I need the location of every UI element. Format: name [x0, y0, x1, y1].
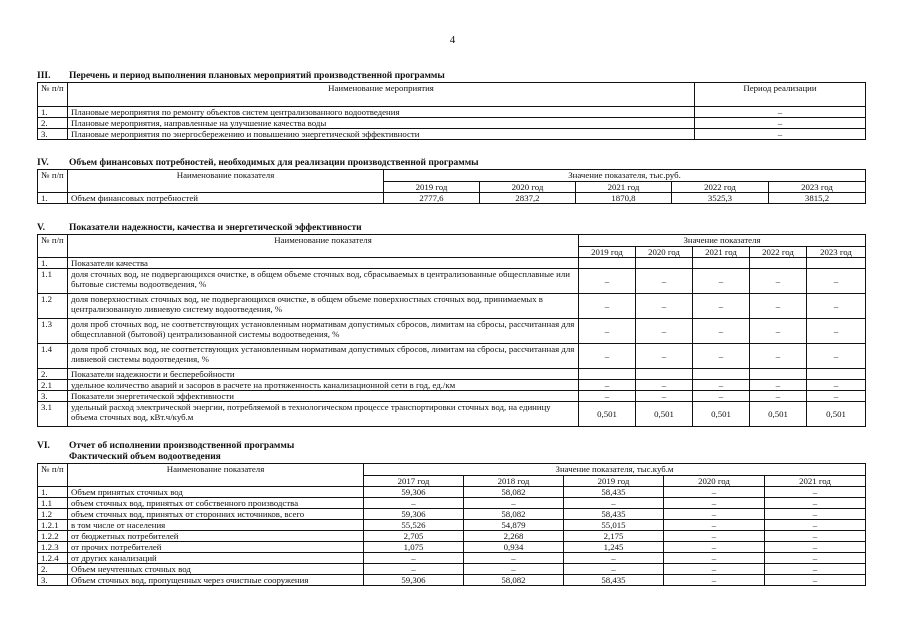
row-name: удельный расход электрической энергии, потребляемой в технологическом процессе транспортировки сточных вод, на единицу объема сточных вод, кВт.ч/куб.м [68, 402, 579, 427]
row-name: объем сточных вод, принятых от собственного производства [68, 498, 364, 509]
row-value: – [636, 294, 693, 319]
row-value: – [765, 509, 866, 520]
section-vi-roman: VI. [37, 441, 50, 451]
row-value: – [807, 380, 866, 391]
table-row [38, 564, 866, 575]
row-name: объем сточных вод, принятых от сторонних источников, всего [68, 509, 364, 520]
section-iv-roman: IV. [37, 158, 49, 168]
row-number: 1.1 [38, 269, 68, 294]
section-vi [37, 440, 865, 586]
row-value: – [765, 564, 866, 575]
row-value [579, 258, 636, 269]
col-header-name: Наименование показателя [68, 235, 579, 258]
table-row [38, 294, 866, 319]
col-header-no: № п/п [38, 464, 68, 487]
table-row [38, 487, 866, 498]
section-v-heading [37, 222, 865, 234]
row-name: Объем принятых сточных вод [68, 487, 364, 498]
row-value [636, 258, 693, 269]
row-value: – [693, 269, 750, 294]
row-value: 59,306 [364, 509, 464, 520]
row-number: 1. [38, 258, 68, 269]
row-value: 0,501 [750, 402, 807, 427]
row-value: – [750, 391, 807, 402]
col-header-year: 2022 год [750, 247, 807, 258]
row-period: – [695, 118, 866, 129]
row-value: 3815,2 [769, 193, 866, 204]
row-value [750, 369, 807, 380]
table-row [38, 553, 866, 564]
row-value [693, 258, 750, 269]
table-row [38, 319, 866, 344]
col-header-year: 2020 год [480, 182, 576, 193]
row-number: 1.3 [38, 319, 68, 344]
row-number: 3. [38, 391, 68, 402]
row-value: – [579, 344, 636, 369]
row-value: – [664, 553, 765, 564]
col-header-year: 2021 год [765, 476, 866, 487]
col-header-year: 2019 год [564, 476, 664, 487]
table-row [38, 369, 866, 380]
row-value [693, 369, 750, 380]
row-value: – [807, 391, 866, 402]
row-name: Плановые мероприятия по энергосбережению и повышению энергетической эффективности [68, 129, 695, 140]
col-header-year: 2022 год [672, 182, 769, 193]
row-value: 3525,3 [672, 193, 769, 204]
row-number: 3. [38, 129, 68, 140]
row-number: 1.2.1 [38, 520, 68, 531]
row-value: 58,435 [564, 575, 664, 586]
col-header-value: Значение показателя, тыс.куб.м [364, 464, 866, 476]
section-iii [37, 70, 865, 140]
row-value: – [364, 553, 464, 564]
col-header-no: № п/п [38, 83, 68, 107]
row-value: – [464, 553, 564, 564]
row-value [807, 258, 866, 269]
row-value: – [636, 391, 693, 402]
row-number: 1.2.2 [38, 531, 68, 542]
row-period: – [695, 129, 866, 140]
col-header-year: 2021 год [693, 247, 750, 258]
row-value: – [636, 344, 693, 369]
row-value: – [464, 498, 564, 509]
row-value: – [364, 498, 464, 509]
row-value: – [579, 319, 636, 344]
row-value: – [807, 294, 866, 319]
row-value: – [765, 531, 866, 542]
table-row [38, 498, 866, 509]
table-row [38, 380, 866, 391]
row-name: Показатели надежности и бесперебойности [68, 369, 579, 380]
row-value: – [750, 344, 807, 369]
row-number: 1.2.3 [38, 542, 68, 553]
row-number: 1. [38, 107, 68, 118]
row-value: – [579, 391, 636, 402]
section-iii-table [37, 82, 866, 140]
col-header-year: 2021 год [576, 182, 672, 193]
section-vi-title: Отчет об исполнении производственной программы [69, 441, 295, 451]
row-value: 0,501 [579, 402, 636, 427]
row-value: – [636, 319, 693, 344]
row-value: 2837,2 [480, 193, 576, 204]
section-iv-table [37, 169, 866, 204]
row-value [750, 258, 807, 269]
section-iii-title: Перечень и период выполнения плановых мероприятий производственной программы [69, 71, 445, 81]
col-header-year: 2020 год [636, 247, 693, 258]
row-value: 0,501 [807, 402, 866, 427]
row-value: – [364, 564, 464, 575]
row-value [636, 369, 693, 380]
row-value: 58,435 [564, 487, 664, 498]
row-value: – [564, 498, 664, 509]
row-value: – [693, 380, 750, 391]
row-value: 2,268 [464, 531, 564, 542]
row-value: – [693, 391, 750, 402]
row-name: Плановые мероприятия, направленные на улучшение качества воды [68, 118, 695, 129]
table-row [38, 129, 866, 140]
row-name: Показатели качества [68, 258, 579, 269]
row-value: 58,082 [464, 575, 564, 586]
table-row [38, 193, 866, 204]
col-header-year: 2023 год [769, 182, 866, 193]
table-row [38, 269, 866, 294]
row-number: 1.1 [38, 498, 68, 509]
row-value: – [765, 575, 866, 586]
table-row [38, 391, 866, 402]
section-iii-heading [37, 70, 865, 82]
row-value: 59,306 [364, 575, 464, 586]
table-row [38, 509, 866, 520]
row-number: 2.1 [38, 380, 68, 391]
table-row [38, 402, 866, 427]
row-value [579, 369, 636, 380]
row-value: – [765, 520, 866, 531]
row-value: – [579, 294, 636, 319]
col-header-name: Наименование показателя [68, 464, 364, 487]
row-value: – [564, 564, 664, 575]
row-name: Объем финансовых потребностей [68, 193, 384, 204]
col-header-year: 2020 год [664, 476, 765, 487]
col-header-period: Период реализации [695, 83, 866, 107]
row-value: – [807, 319, 866, 344]
row-value: – [750, 294, 807, 319]
row-value: 2,705 [364, 531, 464, 542]
row-name: от других канализаций [68, 553, 364, 564]
row-value: – [693, 294, 750, 319]
table-row [38, 344, 866, 369]
row-value: 2777,6 [384, 193, 480, 204]
row-value: – [765, 542, 866, 553]
row-name: Объем неучтенных сточных вод [68, 564, 364, 575]
row-value: – [765, 487, 866, 498]
row-value: – [750, 269, 807, 294]
row-value: 58,435 [564, 509, 664, 520]
row-name: от бюджетных потребителей [68, 531, 364, 542]
row-value: – [636, 269, 693, 294]
col-header-year: 2019 год [384, 182, 480, 193]
row-number: 3.1 [38, 402, 68, 427]
row-value: 0,501 [636, 402, 693, 427]
row-value: 0,501 [693, 402, 750, 427]
section-v-title: Показатели надежности, качества и энергетической эффективности [69, 223, 362, 233]
row-period: – [695, 107, 866, 118]
table-row [38, 107, 866, 118]
section-iii-roman: III. [37, 71, 51, 81]
row-number: 1. [38, 193, 68, 204]
row-value: – [765, 498, 866, 509]
table-row [38, 531, 866, 542]
row-number: 2. [38, 118, 68, 129]
row-value: 1,245 [564, 542, 664, 553]
row-value: 1870,8 [576, 193, 672, 204]
row-value: 58,082 [464, 487, 564, 498]
row-value: – [636, 380, 693, 391]
section-v-roman: V. [37, 223, 46, 233]
row-value: – [664, 542, 765, 553]
row-name: от прочих потребителей [68, 542, 364, 553]
row-value: – [664, 498, 765, 509]
table-row [38, 520, 866, 531]
row-name: доля сточных вод, не подвергающихся очистке, в общем объеме сточных вод, сбрасываемых в централизованные общесплавные или бытовые системы водоотведения, % [68, 269, 579, 294]
row-number: 1.2 [38, 294, 68, 319]
col-header-year: 2018 год [464, 476, 564, 487]
row-name: доля поверхностных сточных вод, не подвергающихся очистке, в общем объеме поверхностных сточных вод, принимаемых в централизованную ливневую систему водоотведения, % [68, 294, 579, 319]
row-name: доля проб сточных вод, не соответствующих установленным нормативам допустимых сбросов, лимитам на сбросы, рассчитанная для ливневой системы водоотведения, % [68, 344, 579, 369]
row-name: Объем сточных вод, пропущенных через очистные сооружения [68, 575, 364, 586]
row-value: – [579, 380, 636, 391]
col-header-name: Наименование мероприятия [68, 83, 695, 107]
row-number: 3. [38, 575, 68, 586]
row-name: в том числе от населения [68, 520, 364, 531]
section-iv-title: Объем финансовых потребностей, необходимых для реализации производственной программы [69, 158, 479, 168]
row-name: удельное количество аварий и засоров в расчете на протяженность канализационной сети в год, ед./км [68, 380, 579, 391]
row-value: – [664, 487, 765, 498]
row-value [807, 369, 866, 380]
row-value: – [693, 319, 750, 344]
table-row [38, 542, 866, 553]
col-header-no: № п/п [38, 170, 68, 193]
page-number: 4 [449, 34, 456, 46]
row-value: – [664, 509, 765, 520]
section-vi-heading [37, 440, 865, 452]
row-value: – [664, 564, 765, 575]
row-number: 1. [38, 487, 68, 498]
section-vi-table [37, 463, 866, 586]
row-value: – [750, 380, 807, 391]
row-value: – [807, 344, 866, 369]
section-v-table [37, 234, 866, 427]
row-value: – [693, 344, 750, 369]
section-iv-heading [37, 157, 865, 169]
row-value: 59,306 [364, 487, 464, 498]
row-value: 55,526 [364, 520, 464, 531]
col-header-year: 2023 год [807, 247, 866, 258]
row-value: – [750, 319, 807, 344]
row-value: – [664, 575, 765, 586]
col-header-value: Значение показателя [579, 235, 866, 247]
row-value: 58,082 [464, 509, 564, 520]
col-header-name: Наименование показателя [68, 170, 384, 193]
row-value: – [579, 269, 636, 294]
row-value: 54,879 [464, 520, 564, 531]
row-value: 2,175 [564, 531, 664, 542]
table-row [38, 575, 866, 586]
row-number: 1.2.4 [38, 553, 68, 564]
row-value: 0,934 [464, 542, 564, 553]
row-number: 2. [38, 564, 68, 575]
table-row [38, 118, 866, 129]
row-value: – [765, 553, 866, 564]
row-number: 1.2 [38, 509, 68, 520]
row-value: – [564, 553, 664, 564]
row-value: – [664, 520, 765, 531]
col-header-year: 2019 год [579, 247, 636, 258]
row-name: доля проб сточных вод, не соответствующих установленным нормативам допустимых сбросов, лимитам на сбросы, рассчитанная для общесплавной (бытовой) централизованной системы водоотведения, % [68, 319, 579, 344]
section-v [37, 222, 865, 427]
row-number: 1.4 [38, 344, 68, 369]
section-iv [37, 157, 865, 204]
row-value: 55,015 [564, 520, 664, 531]
section-vi-subtitle: Фактический объем водоотведения [69, 452, 221, 462]
row-name: Плановые мероприятия по ремонту объектов систем централизованного водоотведения [68, 107, 695, 118]
row-value: – [464, 564, 564, 575]
row-number: 2. [38, 369, 68, 380]
col-header-year: 2017 год [364, 476, 464, 487]
col-header-value: Значение показателя, тыс.руб. [384, 170, 866, 182]
row-name: Показатели энергетической эффективности [68, 391, 579, 402]
row-value: 1,075 [364, 542, 464, 553]
table-row [38, 258, 866, 269]
row-value: – [807, 269, 866, 294]
row-value: – [664, 531, 765, 542]
col-header-no: № п/п [38, 235, 68, 258]
